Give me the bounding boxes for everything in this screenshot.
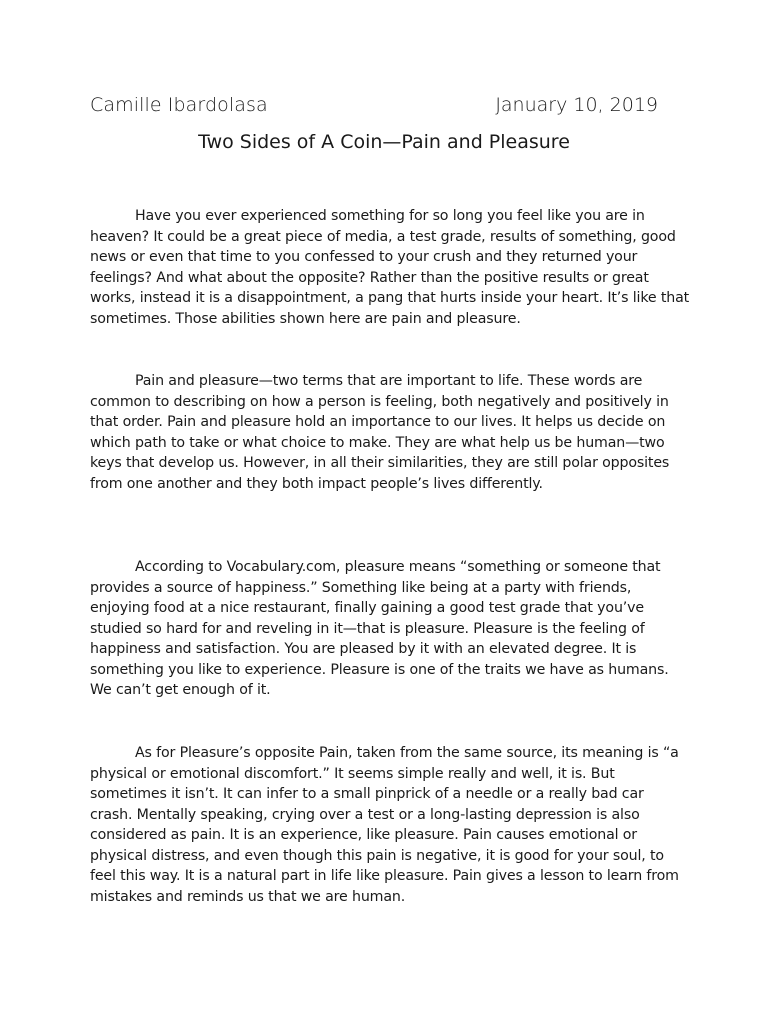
paragraph-1: Have you ever experienced something for so long you feel like you are in heaven? It could be a great piece of media, a test grade, results of something, good news or even that time to you confessed to your crush and they returned your feelings? And what about the opposite? Rather than the positive results or great works, instead it is a disappointment, a pang that hurts inside your heart. It’s like that sometimes. Those abilities shown here are pain and pleasure. <box>90 208 690 327</box>
paragraph-4: As for Pleasure’s opposite Pain, taken from the same source, its meaning is “a physical or emotional discomfort.” It seems simple really and well, it is. But sometimes it isn’t. It can infer to a small pinprick of a needle or a really bad car crash. Mentally speaking, crying over a test or a long-lasting depression is also considered as pain. It is an experience, like pleasure. Pain causes emotional or physical distress, and even though this pain is negative, it is good for your soul, to feel this way. It is a natural part in life like pleasure. Pain gives a lesson to learn from mistakes and reminds us that we are human. <box>90 745 679 905</box>
document-date: January 10, 2019 <box>495 94 658 116</box>
document-title: Two Sides of A Coin—Pain and Pleasure <box>198 131 570 153</box>
paragraph-2: Pain and pleasure—two terms that are important to life. These words are common to describing on how a person is feeling, both negatively and positively in that order. Pain and pleasure hold an importance to our lives. It helps us decide on which path to take or what choice to make. They are what help us be human—two keys that develop us. However, in all their similarities, they are still polar opposites from one another and they both impact people’s lives differently. <box>90 373 670 492</box>
paragraph-3: According to Vocabulary.com, pleasure means “something or someone that provides a source of happiness.” Something like being at a party with friends, enjoying food at a nice restaurant, finally gaining a good test grade that you’ve studied so hard for and reveling in it—that is pleasure. Pleasure is the feeling of happiness and satisfaction. You are pleased by it with an elevated degree. It is something you like to experience. Pleasure is one of the traits we have as humans. We can’t get enough of it. <box>90 559 669 698</box>
author-name: Camille Ibardolasa <box>90 94 268 116</box>
